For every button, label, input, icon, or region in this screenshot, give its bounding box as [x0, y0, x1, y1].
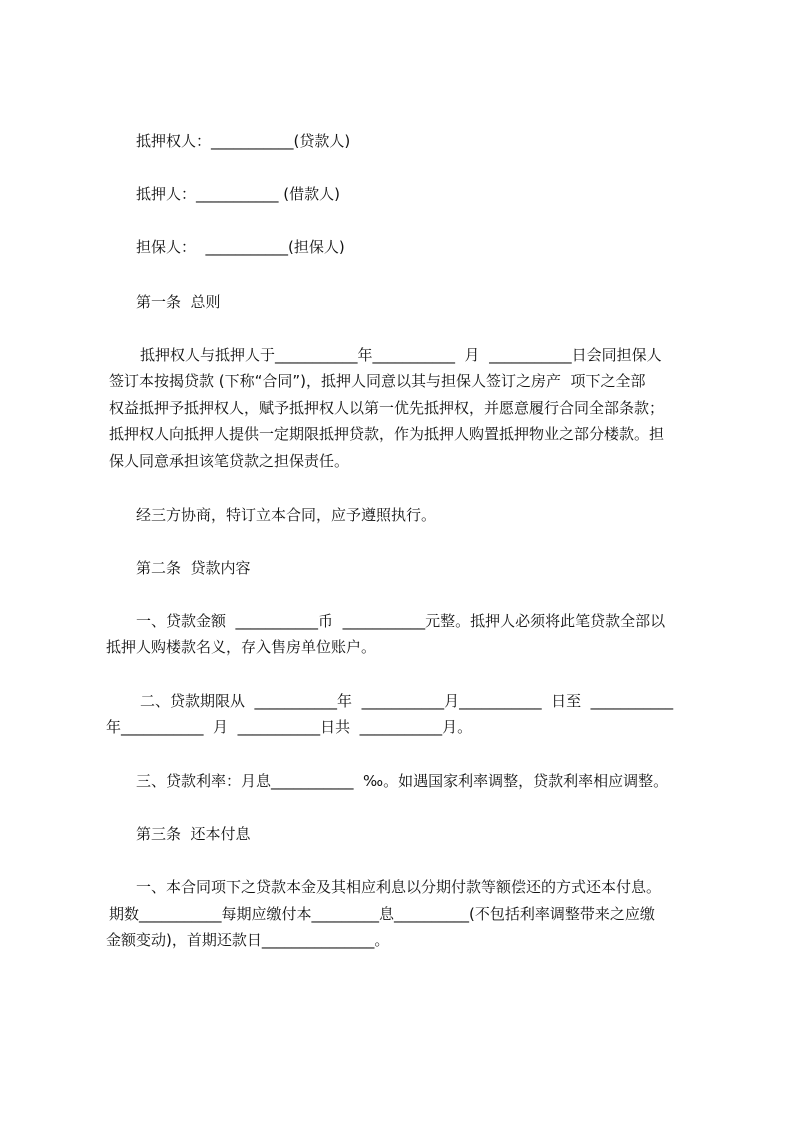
article-1-para-line: 抵押权人向抵押人提供一定期限抵押贷款，作为抵押人购置抵押物业之部分楼款。担 — [109, 425, 665, 443]
article-2-item-3: 三、贷款利率：月息___________ ‰。如遇国家利率调整，贷款利率相应调整。 — [136, 772, 669, 790]
article-2-item-2-line: 年___________ 月 ___________日共 ___________月。 — [106, 718, 473, 736]
article-3-heading: 第三条 还本付息 — [136, 825, 251, 843]
article-2-item-1-line: 抵押人购楼款名义，存入售房单位账户。 — [106, 638, 377, 656]
article-2-item-1-line: 一、贷款金额 ___________币 ___________元整。抵押人必须将此笔贷款全部以 — [136, 612, 666, 630]
party-mortgagor: 抵押人：___________ (借款人) — [136, 185, 340, 203]
article-3-item-1-line: 期数___________每期应缴付本_________息__________(不包括利率调整带来之应缴 — [109, 905, 655, 923]
article-1-para-line: 保人同意承担该笔贷款之担保责任。 — [109, 452, 350, 470]
article-1-heading: 第一条 总则 — [136, 293, 221, 311]
party-guarantor: 担保人： ___________(担保人) — [136, 238, 345, 256]
article-1-para-line: 权益抵押予抵押权人，赋予抵押权人以第一优先抵押权，并愿意履行合同全部条款； — [109, 399, 665, 417]
party-mortgagee: 抵押权人：___________(贷款人) — [136, 132, 351, 150]
article-1-para-line: 抵押权人与抵押人于___________年___________ 月 ___________日会同担保人 — [140, 346, 662, 364]
article-2-heading: 第二条 贷款内容 — [136, 559, 251, 577]
article-2-item-2-line: 二、贷款期限从 ___________年 ___________月___________ 日至 ___________ — [140, 692, 674, 710]
article-3-item-1-line: 一、本合同项下之贷款本金及其相应利息以分期付款等额偿还的方式还本付息。 — [136, 878, 662, 896]
article-1-agreement: 经三方协商，特订立本合同，应予遵照执行。 — [136, 506, 437, 524]
article-3-item-1-line: 金额变动)，首期还款日_______________。 — [106, 931, 390, 949]
article-1-para-line: 签订本按揭贷款 (下称“合同”)，抵押人同意以其与担保人签订之房产 项下之全部 — [109, 372, 646, 390]
